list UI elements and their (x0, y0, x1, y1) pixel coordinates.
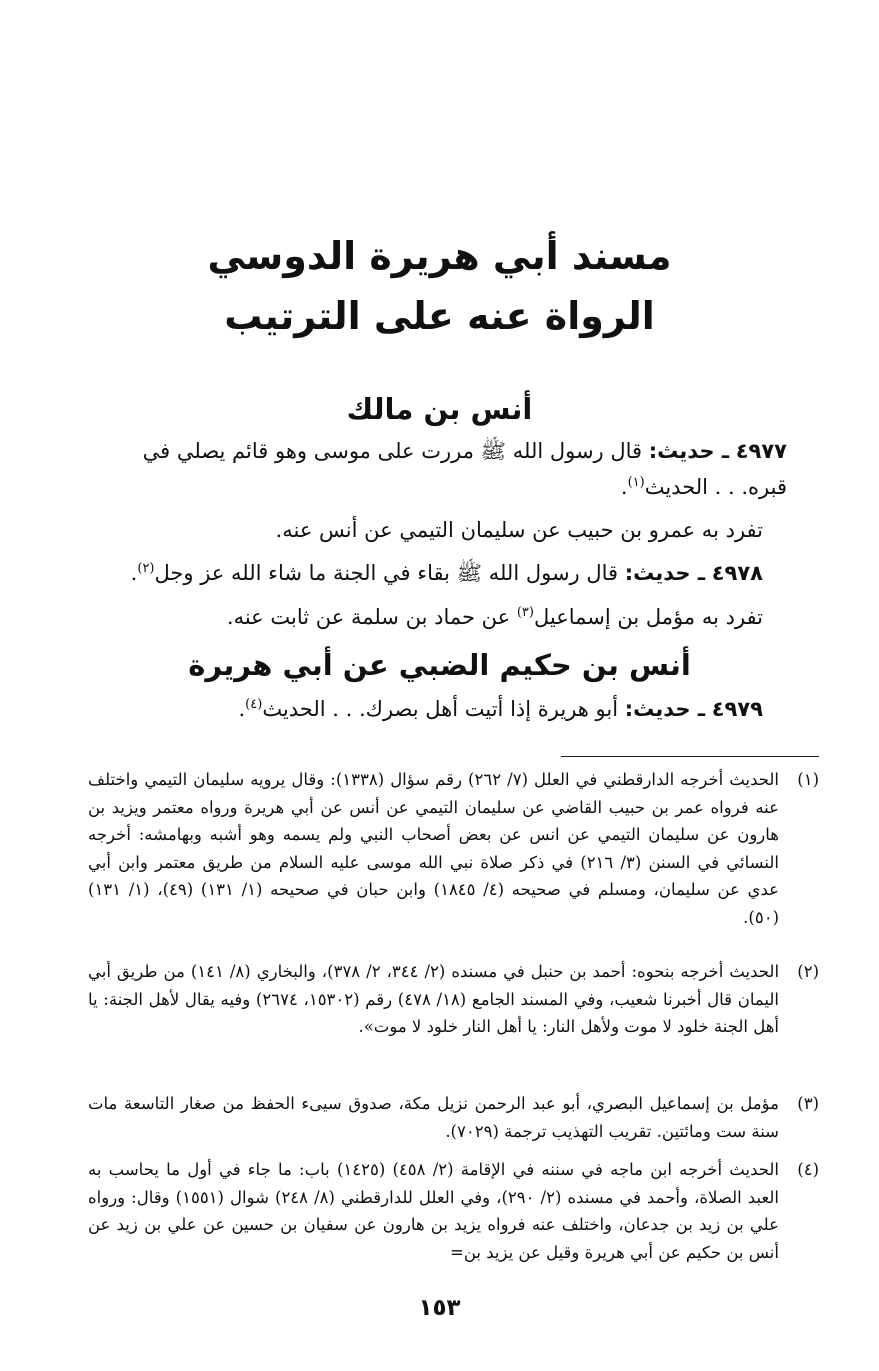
footnote-text: الحديث أخرجه ابن ماجه في سننه في الإقامة (٢/ ٤٥٨) (١٤٢٥) باب: ما جاء في أول ما يحاسب به العبد الصلاة، وأحمد في مسنده (٢/ ٢٩٠)، وفي العلل للدارقطني (٨/ ٢٤٨) شوال (١٥٥١) وقال: ورواه علي بن زيد بن جدعان، واختلف عنه فرواه يزيد بن هارون عن سفيان بن حسين عن علي بن زيد عن أنس بن حكيم عن أبي هريرة وقيل عن يزيد بن= (88, 1160, 779, 1262)
remark-4977: تفرد به عمرو بن حبيب عن سليمان التيمي عن أنس عنه. (275, 518, 763, 542)
hadith-4977-line2: قبره. . . الحديث$^{(١)}$. (620, 475, 787, 499)
remark-4978 (90, 602, 763, 632)
remark-text: تفرد به مؤمل بن إسماعيل (533, 605, 763, 629)
section-heading-anas-ibn-malik: أنس بن مالك (346, 392, 533, 426)
hadith-text: قال رسول الله ﷺ مررت على موسى وهو قائم يصلي في (142, 439, 643, 463)
hadith-label: حديث: (648, 439, 715, 463)
hadith-label: حديث: (624, 561, 691, 585)
hadith-4978: ٤٩٧٨ ـ حديث: قال رسول الله ﷺ بقاء في الجنة ما شاء الله عز وجل$^{(٢)}$. (130, 561, 763, 585)
footnote-marker[interactable]: (٢) (137, 561, 155, 576)
hadith-number: ٤٩٧٨ (711, 561, 763, 585)
page-subtitle: الرواة عنه على الترتيب (224, 294, 655, 338)
footnote-text: الحديث أخرجه بنحوه: أحمد بن حنبل في مسنده (٢/ ٣٤٤، ٢/ ٣٧٨)، والبخاري (٨/ ١٤١) من طريق أبي اليمان قال أخبرنا شعيب، وفي المسند الجامع (١٨/ ٤٧٨) رقم (١٥٣٠٢، ٢٦٧٤) وفيه يقال لأهل الجنة: يا أهل الجنة خلود لا موت ولأهل النار: يا أهل النار خلود لا موت». (88, 962, 780, 1036)
footnote-number: (٢) (797, 962, 819, 981)
footnote-3 (88, 1090, 819, 1145)
hadith-4979: ٤٩٧٩ ـ حديث: أبو هريرة إذا أتيت أهل بصرك. . . الحديث$^{(٤)}$. (238, 697, 763, 721)
footnote-text: الحديث أخرجه الدارقطني في العلل (٧/ ٢٦٢) رقم سؤال (١٣٣٨): وقال يرويه سليمان التيمي واختلف عنه فرواه عمر بن حبيب القاضي عن سليمان التيمي عن أنس عن أبي هريرة ورواه معتمر ويزيد بن هارون عن سليمان التيمي عن انس عن بعض أصحاب النبي ولم يسمه وهو أشبه وبهامشه: أخرجه النسائي في السنن (٣/ ٢١٦) في ذكر صلاة نبي الله موسى عليه السلام من طريق معتمر وابن أبي عدي عن سليمان، ومسلم في صحيحه (٤/ ١٨٤٥) وابن حبان في صحيحه (١/ ١٣١) (٤٩)، (١/ ١٣١) (٥٠). (88, 770, 780, 927)
footnote-1 (88, 766, 819, 931)
hadith-4977-line1: ٤٩٧٧ ـ حديث: قال رسول الله ﷺ مررت على موسى وهو قائم يصلي في (142, 439, 787, 463)
footnote-marker[interactable]: (١) (627, 475, 645, 490)
page-title: مسند أبي هريرة الدوسي (207, 234, 672, 278)
section-heading-anas-ibn-hakim: أنس بن حكيم الضبي عن أبي هريرة (188, 648, 691, 682)
footnote-number: (٤) (797, 1160, 819, 1179)
hadith-label: حديث: (624, 697, 691, 721)
remark-text-continued: عن حماد بن سلمة عن ثابت عنه. (226, 605, 517, 629)
hadith-number: ٤٩٧٧ (735, 439, 787, 463)
footnote-number: (٣) (797, 1094, 819, 1113)
footnote-text: مؤمل بن إسماعيل البصري، أبو عبد الرحمن نزيل مكة، صدوق سيىء الحفظ من صغار التاسعة مات سنة ست ومائتين. تقريب التهذيب ترجمة (٧٠٢٩). (88, 1094, 779, 1141)
footnote-divider (561, 756, 819, 757)
hadith-text: قال رسول الله ﷺ بقاء في الجنة ما شاء الله عز وجل (154, 561, 619, 585)
footnote-marker[interactable]: (٣) (516, 605, 534, 620)
page-number: ١٥٣ (418, 1295, 461, 1321)
footnote-2 (88, 958, 819, 1041)
footnote-4 (88, 1156, 819, 1266)
hadith-text-continued: قبره. . . الحديث (644, 475, 787, 499)
footnote-number: (١) (797, 770, 819, 789)
hadith-text: أبو هريرة إذا أتيت أهل بصرك. . . الحديث (262, 697, 619, 721)
footnote-marker[interactable]: (٤) (245, 697, 263, 712)
hadith-number: ٤٩٧٩ (711, 697, 763, 721)
